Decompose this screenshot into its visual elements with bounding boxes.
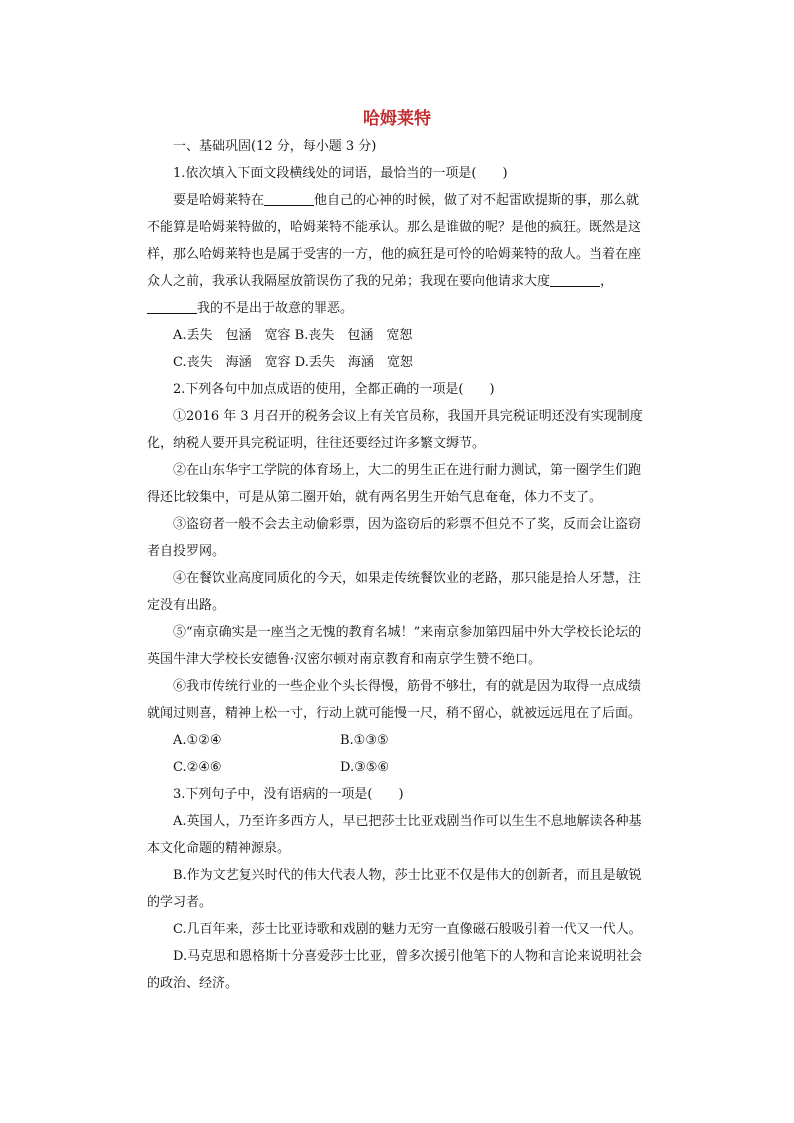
question-3-option-b: B.作为文艺复兴时代的伟大代表人物，莎士比亚不仅是伟大的创新者，而且是敏锐的学习者。 [147,868,642,910]
option-d: D.丢失 海涵 宽恕 [294,355,413,370]
fill-blank-3 [147,299,197,314]
fill-blank-1 [264,191,314,206]
option-b: B.①③⑤ [340,733,389,748]
question-2-sentence-2: ②在山东华宇工学院的体育场上，大二的男生正在进行耐力测试，第一圈学生们跑得还比较集中，可是从第二圈开始，就有两名男生开始气息奄奄，体力不支了。 [147,463,642,505]
passage-text-d: 我的不是出于故意的罪恶。 [197,301,354,316]
option-b: B.丧失 包涵 宽恕 [294,328,413,343]
option-a: A.①②④ [173,733,222,748]
question-2-sentence-3: ③盗窃者一般不会去主动偷彩票，因为盗窃后的彩票不但兑不了奖，反而会让盗窃者自投罗网。 [147,517,642,559]
question-2-sentence-1: ①2016 年 3 月召开的税务会议上有关官员称，我国开具完税证明还没有实现制度化，纳税人要开具完税证明，往往还要经过许多繁文缛节。 [147,409,643,451]
question-1-options-row-1 [147,322,647,349]
question-1-stem: 1.依次填入下面文段横线处的词语，最恰当的一项是( ) [173,166,508,181]
question-1-passage [147,187,647,322]
question-2-options [147,727,647,781]
option-a: A.丢失 包涵 宽容 [173,328,291,343]
question-3-option-d: D.马克思和恩格斯十分喜爱莎士比亚，曾多次援引他笔下的人物和言论来说明社会的政治、经济。 [147,949,643,991]
section-heading: 一、基础巩固(12 分，每小题 3 分) [173,139,377,154]
question-2-stem: 2.下列各句中加点成语的使用，全都正确的一项是( ) [173,382,495,397]
page-title: 哈姆莱特 [363,109,431,129]
question-1-options-row-2 [147,349,647,376]
question-3-option-a: A.英国人，乃至许多西方人，早已把莎士比亚戏剧当作可以生生不息地解读各种基本文化命题的精神源泉。 [147,814,642,856]
question-2-sentence-4: ④在餐饮业高度同质化的今天，如果走传统餐饮业的老路，那只能是拾人牙慧，注定没有出路。 [147,571,642,613]
document-body [147,133,647,997]
option-c: C.丧失 海涵 宽容 [173,355,291,370]
passage-text-a: 要是哈姆莱特在 [173,193,265,208]
option-d: D.③⑤⑥ [340,760,390,775]
question-3-stem: 3.下列句子中，没有语病的一项是( ) [173,787,404,802]
question-2-sentence-5: ⑤“南京确实是一座当之无愧的教育名城！”来南京参加第四届中外大学校长论坛的英国牛津大学校长安德鲁·汉密尔顿对南京教育和南京学生赞不绝口。 [147,625,642,667]
question-3-option-c: C.几百年来，莎士比亚诗歌和戏剧的魅力无穷一直像磁石般吸引着一代又一代人。 [173,922,642,937]
passage-text-c: ， [600,274,614,289]
fill-blank-2 [550,272,600,287]
option-c: C.②④⑥ [173,760,222,775]
passage-text-b: 他自己的心神的时候，做了对不起雷欧提斯的事，那么就不能算是哈姆莱特做的，哈姆莱特不能承认。那么是谁做的呢？是他的疯狂。既然是这样，那么哈姆莱特也是属于受害的一方，他的疯狂是可怜的哈姆莱特的敌人。当着在座众人之前，我承认我隔屋放箭误伤了我的兄弟；我现在要向他请求大度 [147,193,642,289]
question-2-sentence-6: ⑥我市传统行业的一些企业个头长得慢，筋骨不够壮，有的就是因为取得一点成绩就闻过则喜，精神上松一寸，行动上就可能慢一尺，稍不留心，就被远远甩在了后面。 [147,679,642,721]
